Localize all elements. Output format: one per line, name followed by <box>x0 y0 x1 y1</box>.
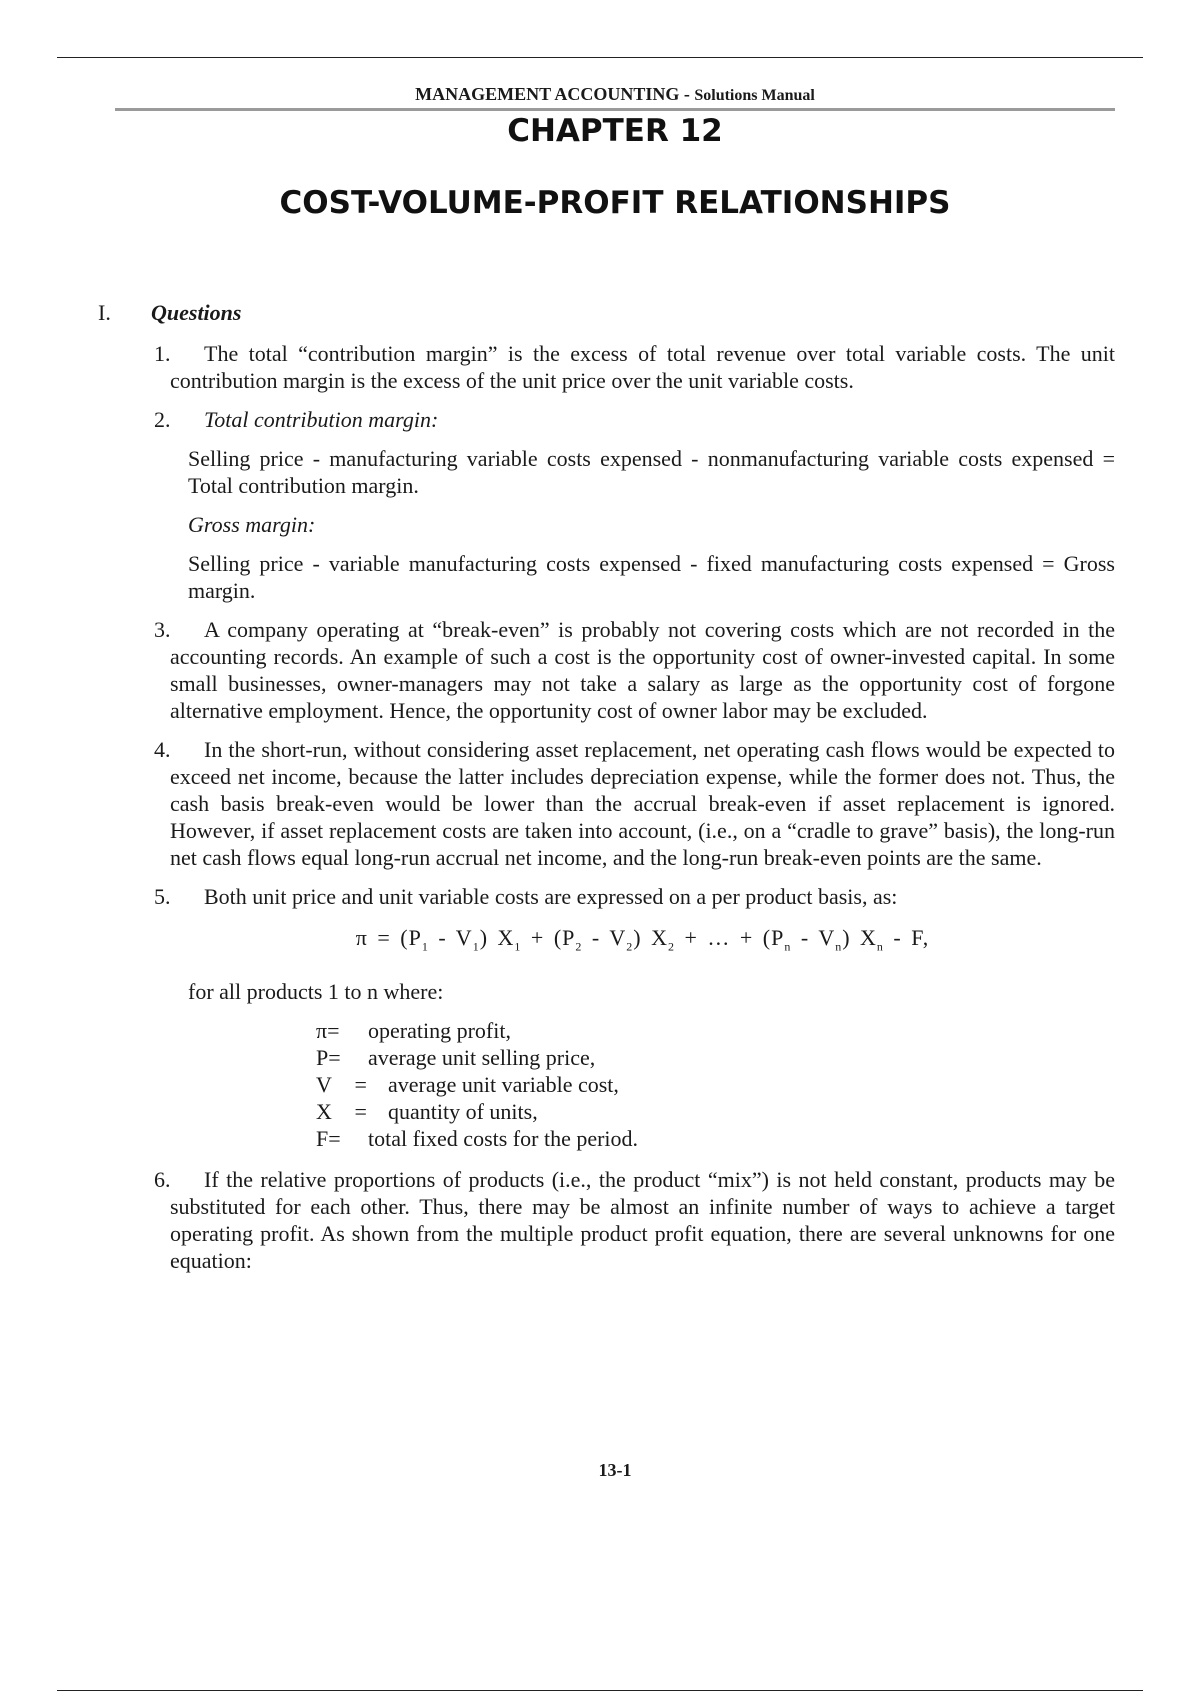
eq-x: X <box>651 925 668 950</box>
eq-x: X <box>497 925 515 950</box>
eq-open: ( <box>400 925 409 950</box>
question-number: 1. <box>154 341 171 366</box>
eq-sub: 1 <box>421 939 429 954</box>
definition-row <box>316 1071 638 1098</box>
header-rule <box>115 108 1115 111</box>
page-bottom-rule <box>57 1690 1143 1691</box>
definition-symbol <box>316 1098 368 1125</box>
eq-minus: - <box>591 925 601 950</box>
eq-sub: 2 <box>575 939 583 954</box>
eq-pi: π <box>355 925 368 950</box>
question-4 <box>154 736 1115 871</box>
definition-symbol: π= <box>316 1018 340 1044</box>
definition-meaning: average unit variable cost, <box>388 1072 619 1098</box>
question-text: In the short-run, without considering asset replacement, net operating cash flows would be expected to exceed net income, because the latter includes depreciation expense, while the former does not. Thus, the cash basis break-even would be lower than the accrual break-even if asset replacement is ignored. However, if asset replacement costs are taken into account, (i.e., on a “cradle to grave” basis), the long-run net cash flows equal long-run accrual net income, and the long-run break-even points are the same. <box>170 737 1115 870</box>
eq-sub: 2 <box>626 939 634 954</box>
definition-symbol: F= <box>316 1126 341 1152</box>
eq-p: P <box>771 925 785 950</box>
page-number: 13-1 <box>598 1460 632 1480</box>
eq-close: ) <box>842 925 851 950</box>
definition-equals: = <box>354 1099 367 1125</box>
eq-minus: - <box>800 925 810 950</box>
header-separator: - <box>679 84 695 104</box>
definition-equals: = <box>354 1072 367 1098</box>
eq-minus: - <box>438 925 447 950</box>
eq-plus: + <box>739 925 754 950</box>
definition-meaning: total fixed costs for the period. <box>368 1126 639 1152</box>
eq-sub: n <box>784 939 792 954</box>
gross-margin-text: Selling price - variable manufacturing costs expensed - fixed manufacturing costs expensed = Gross margin. <box>188 551 1115 603</box>
definition-meaning: quantity of units, <box>388 1099 538 1125</box>
definition-symbol-letter: X <box>316 1099 332 1125</box>
questions-content <box>154 340 1115 1286</box>
question-3 <box>154 616 1115 724</box>
definition-row <box>316 1044 638 1071</box>
question-2-heading <box>154 406 1115 433</box>
eq-ellipsis: … <box>707 925 731 950</box>
profit-equation <box>170 924 1115 960</box>
section-title: Questions <box>151 300 242 325</box>
eq-sub: 2 <box>667 939 675 954</box>
question-6 <box>154 1166 1115 1274</box>
eq-plus: + <box>530 925 545 950</box>
total-contribution-margin-text: Selling price - manufacturing variable costs expensed - nonmanufacturing variable costs expensed = Total contribution margin. <box>188 446 1115 498</box>
eq-x: X <box>860 925 877 950</box>
question-text: The total “contribution margin” is the excess of total revenue over total variable costs. The unit contribution margin is the excess of the unit price over the unit variable costs. <box>170 341 1115 393</box>
question-text: If the relative proportions of products (i.e., the product “mix”) is not held constant, products may be substituted for each other. Thus, there may be almost an infinite number of ways to achieve a target operating profit. As shown from the multiple product profit equation, there are several unknowns for one equation: <box>170 1167 1115 1274</box>
section-number: I. <box>98 300 111 325</box>
question-text: Both unit price and unit variable costs are expressed on a per product basis, as: <box>204 884 898 909</box>
question-number: 3. <box>154 617 171 642</box>
eq-equals: = <box>377 925 391 950</box>
eq-sub: n <box>876 939 884 954</box>
question-1 <box>154 340 1115 394</box>
chapter-title: COST-VOLUME-PROFIT RELATIONSHIPS <box>279 185 951 221</box>
eq-open: ( <box>553 925 563 950</box>
definition-row <box>316 1125 638 1152</box>
definition-symbol-letter: V <box>316 1072 332 1098</box>
question-number: 2. <box>154 407 171 432</box>
definition-row <box>316 1017 638 1044</box>
header-book-title: MANAGEMENT ACCOUNTING <box>415 84 680 104</box>
question-number: 5. <box>154 884 171 909</box>
definition-meaning: operating profit, <box>368 1018 511 1044</box>
eq-sub: 1 <box>514 939 522 954</box>
eq-v: V <box>818 925 836 950</box>
definitions-intro: for all products 1 to n where: <box>188 979 444 1005</box>
eq-sub: n <box>835 939 843 954</box>
eq-minus: - <box>893 925 902 950</box>
question-number: 6. <box>154 1167 171 1193</box>
eq-p: P <box>562 925 576 950</box>
eq-p: P <box>408 925 422 950</box>
gross-margin-heading: Gross margin: <box>188 512 316 537</box>
variable-definitions <box>316 1017 638 1152</box>
eq-f: F <box>911 925 923 950</box>
definition-meaning: average unit selling price, <box>368 1045 596 1071</box>
header-subtitle: Solutions Manual <box>694 87 815 104</box>
eq-v: V <box>609 925 627 950</box>
chapter-number: CHAPTER 12 <box>507 113 723 149</box>
running-header <box>115 84 1115 105</box>
total-contribution-margin-heading: Total contribution margin: <box>204 407 439 432</box>
definition-symbol <box>316 1071 368 1098</box>
eq-sub: 1 <box>472 939 480 954</box>
eq-close: ) <box>633 925 642 950</box>
eq-v: V <box>455 925 473 950</box>
eq-plus: + <box>684 925 698 950</box>
definition-row <box>316 1098 638 1125</box>
eq-comma: , <box>922 925 930 950</box>
question-number: 4. <box>154 737 171 762</box>
eq-close: ) <box>479 925 489 950</box>
page-top-rule <box>57 57 1143 58</box>
definition-symbol: P= <box>316 1045 341 1071</box>
eq-open: ( <box>762 925 772 950</box>
question-5 <box>154 883 1115 910</box>
question-text: A company operating at “break-even” is probably not covering costs which are not recorded in the accounting records. An example of such a cost is the opportunity cost of owner-invested capital. In some small businesses, owner-managers may not take a salary as large as the opportunity cost of forgone alternative employment. Hence, the opportunity cost of owner labor may be excluded. <box>170 617 1115 723</box>
